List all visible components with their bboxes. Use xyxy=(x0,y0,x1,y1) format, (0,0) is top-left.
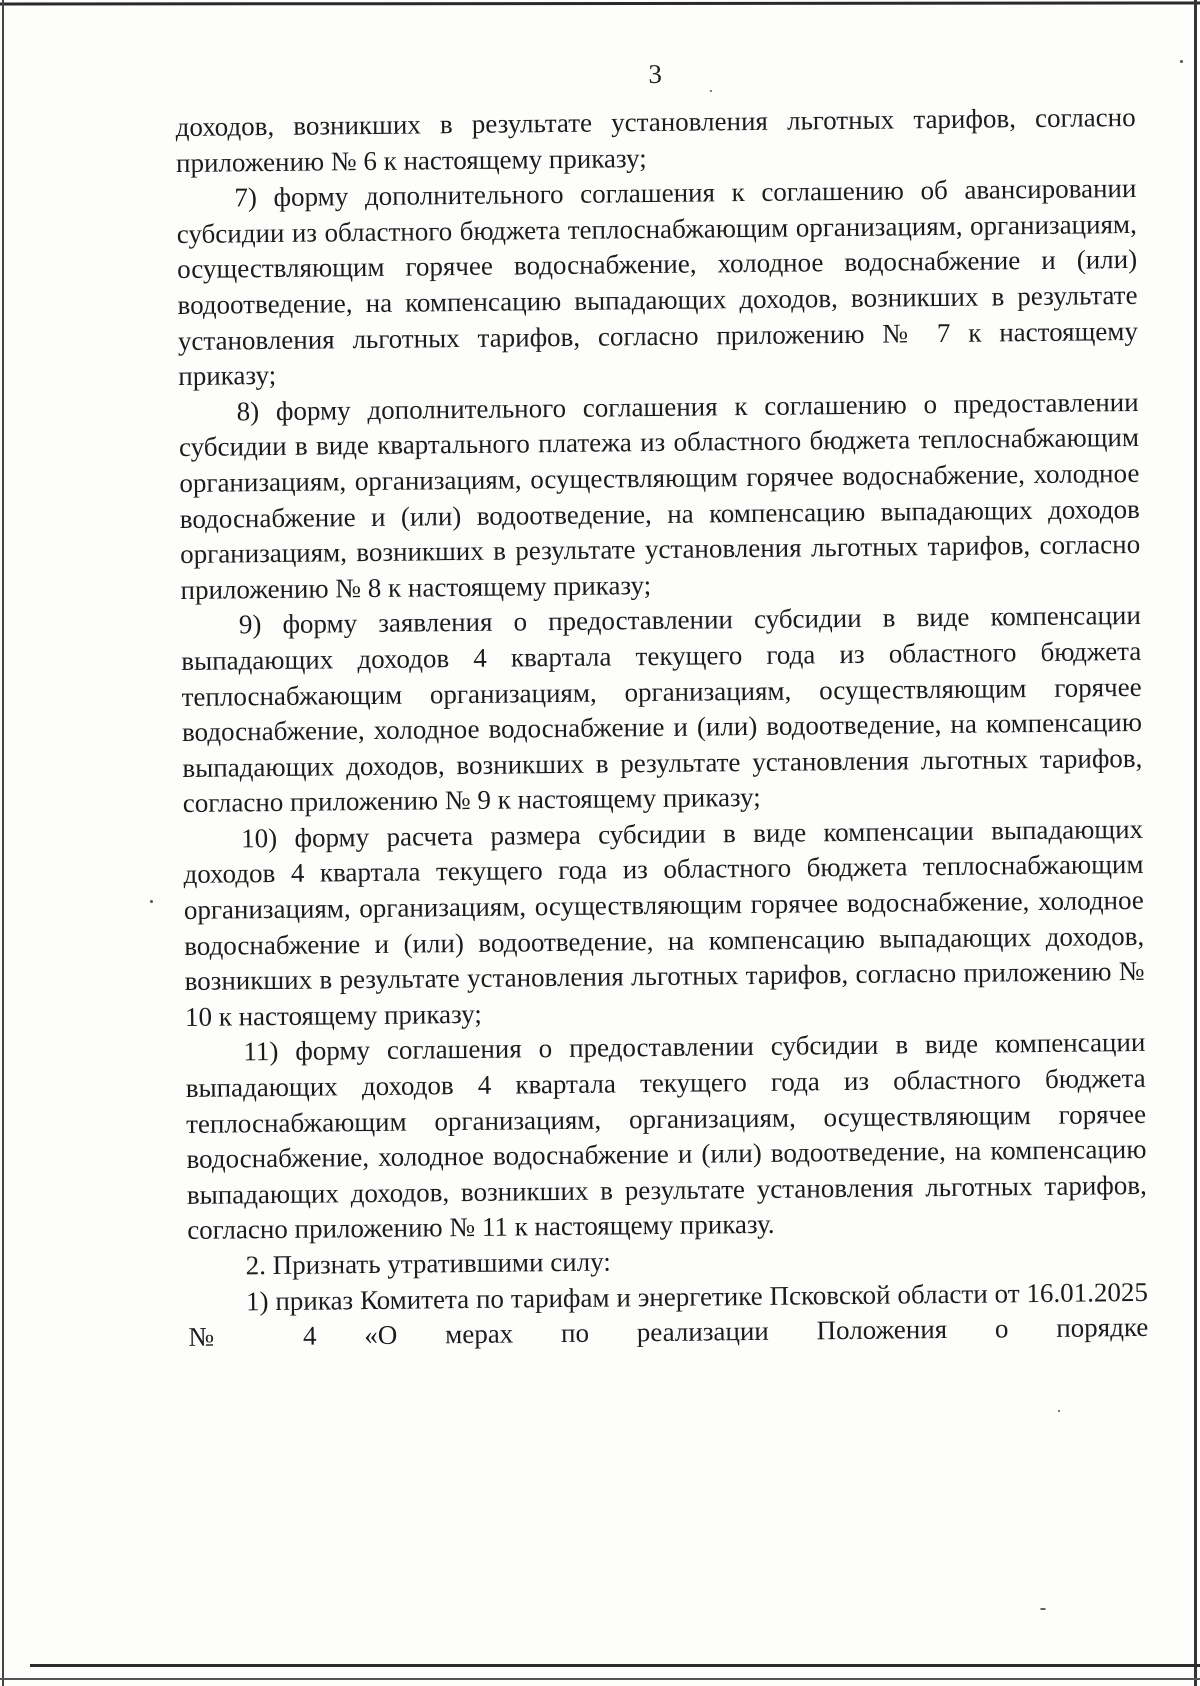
scan-speck xyxy=(1180,60,1183,63)
scan-edge-left xyxy=(2,0,4,1686)
scan-speck xyxy=(150,900,153,903)
scan-edge-right xyxy=(1194,0,1197,1686)
paragraph-item-11: 11) форму соглашения о предоставлении субсидии в виде компенсации выпадающих доходов 4 квартала текущего года из областного бюджета теплоснабжающим организациям, организациям, осуществляющим горячее водоснабжение, холодное водоснабжение и (или) водоотведение, на компенсацию выпадающих доходов, возникших в результате установления льготных тарифов, согласно приложению № 11 к настоящему приказу. xyxy=(185,1027,1147,1246)
scan-speck xyxy=(1058,1410,1060,1412)
scan-edge-bottom-outer xyxy=(0,1678,1200,1680)
paragraph-item-8: 8) форму дополнительного соглашения к соглашению о предоставлении субсидии в виде квартального платежа из областного бюджета теплоснабжающим организациям, организациям, осуществляющим горячее водоснабжение, холодное водоснабжение и (или) водоотведение, на компенсацию выпадающих доходов организациям, возникших в результате установления льготных тарифов, согласно приложению № 8 к настоящему приказу; xyxy=(178,386,1141,605)
paragraph-item-10: 10) форму расчета размера субсидии в виде компенсации выпадающих доходов 4 квартала текущего года из областного бюджета теплоснабжающим организациям, организациям, осуществляющим горячее водоснабжение, холодное водоснабжение и (или) водоотведение, на компенсацию выпадающих доходов, возникших в результате установления льготных тарифов, согласно приложению № 10 к настоящему приказу; xyxy=(183,813,1145,1032)
scan-edge-top xyxy=(0,1,1200,5)
paragraph-continuation: доходов, возникших в результате установления льготных тарифов, согласно приложению № 6 к настоящему приказу; xyxy=(175,101,1136,178)
paragraph-item-9: 9) форму заявления о предоставлении субсидии в виде компенсации выпадающих доходов 4 квартала текущего года из областного бюджета теплоснабжающим организациям, организациям, осуществляющим горячее водоснабжение, холодное водоснабжение и (или) водоотведение, на компенсацию выпадающих доходов, возникших в результате установления льготных тарифов, согласно приложению № 9 к настоящему приказу; xyxy=(181,600,1143,819)
page-number: 3 xyxy=(648,58,663,90)
paragraph-section-2-item-1: 1) приказ Комитета по тарифам и энергетике Псковской области от 16.01.2025 № 4 «О мерах по реализации Положения о порядке xyxy=(188,1276,1149,1353)
document-body xyxy=(175,52,1148,1356)
scan-speck xyxy=(1040,1608,1046,1610)
scan-edge-bottom xyxy=(30,1664,1200,1667)
paragraph-item-7: 7) форму дополнительного соглашения к соглашению об авансировании субсидии из областного бюджета теплоснабжающим организациям, организациям, осуществляющим горячее водоснабжение, холодное водоснабжение и (или) водоотведение, на компенсацию выпадающих доходов, возникших в результате установления льготных тарифов, согласно приложению № 7 к настоящему приказу; xyxy=(176,173,1139,392)
paragraph-section-2: 2. Признать утратившими силу: xyxy=(245,1246,611,1281)
